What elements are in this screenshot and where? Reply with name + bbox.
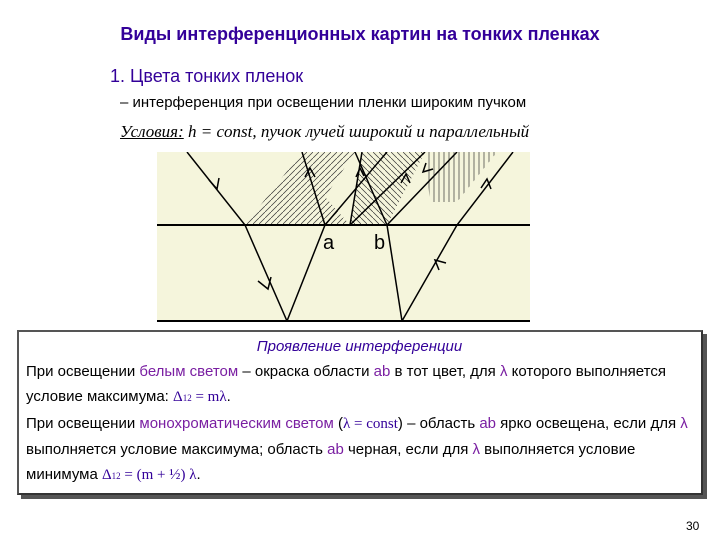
slide-title: Виды интерференционных картин на тонких пленках: [120, 24, 600, 44]
conditions-label: Условия:: [120, 122, 184, 141]
thin-film-diagram: [157, 152, 530, 322]
conditions-text: h = const, пучок лучей широкий и параллельный: [183, 122, 530, 141]
section-description: – интерференция при освещении пленки широким пучком: [120, 94, 527, 111]
point-b-label: b: [374, 232, 386, 254]
monochromatic-term: монохроматическим светом: [139, 415, 334, 432]
conditions-line: [120, 122, 529, 142]
interference-info-box: [17, 330, 703, 495]
monochromatic-light-paragraph: При освещении монохроматическим светом (λ = const) – область ab ярко освещена, если для λ выполняется условие максимума; область ab черная, если для λ выполняется условие минимума Δ12 = (m + ½) λ.: [26, 415, 688, 483]
white-light-paragraph: При освещении белым светом – окраска области ab в тот цвет, для λ которого выполняется условие максимума: Δ12 = mλ.: [26, 363, 666, 405]
min-condition-formula: Δ12 = (m + ½) λ: [102, 467, 197, 483]
box-heading: Проявление интерференции: [256, 338, 463, 355]
page-number: 30: [686, 519, 700, 533]
white-light-term: белым светом: [139, 363, 239, 380]
point-a-label: a: [323, 232, 335, 254]
section-heading: 1. Цвета тонких пленок: [110, 66, 304, 86]
max-condition-formula: Δ12 = mλ: [173, 389, 227, 405]
